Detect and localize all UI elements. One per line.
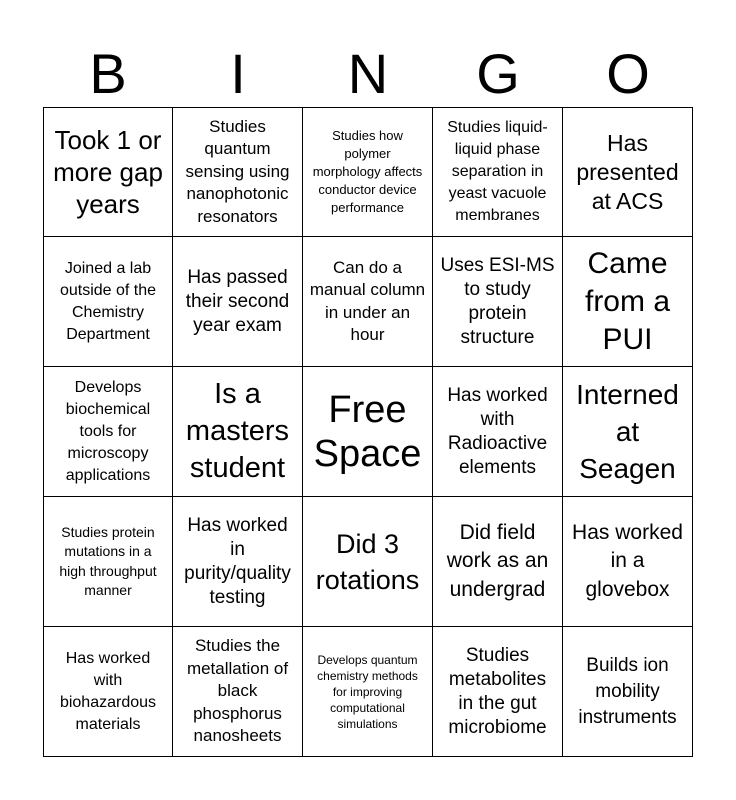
cell-text: Did 3 rotations bbox=[315, 528, 420, 595]
bingo-cell[interactable] bbox=[173, 107, 303, 237]
cell-text: Develops biochemical tools for microscopy applications bbox=[65, 378, 151, 484]
bingo-cell[interactable] bbox=[433, 627, 563, 757]
free-space-cell[interactable] bbox=[303, 367, 433, 497]
cell-text: Develops quantum chemistry methods for improving computational simulations bbox=[317, 652, 418, 731]
bingo-cell[interactable] bbox=[563, 627, 693, 757]
bingo-cell[interactable] bbox=[43, 497, 173, 627]
cell-text: Studies liquid-liquid phase separation in yeast vacuole membranes bbox=[447, 119, 548, 224]
cell-text: Has worked in a glovebox bbox=[572, 520, 683, 601]
bingo-cell[interactable] bbox=[173, 237, 303, 367]
bingo-cell[interactable] bbox=[43, 627, 173, 757]
cell-text: Interned at Seagen bbox=[576, 379, 679, 484]
bingo-cell[interactable] bbox=[563, 497, 693, 627]
cell-text: Studies the metallation of black phosphorus nanosheets bbox=[186, 636, 289, 746]
bingo-cell[interactable] bbox=[43, 107, 173, 237]
cell-text: Joined a lab outside of the Chemistry Department bbox=[59, 259, 157, 343]
cell-text: Studies quantum sensing using nanophotonic resonators bbox=[185, 116, 290, 226]
header-letter-n: N bbox=[347, 42, 389, 105]
cell-text: Has passed their second year exam bbox=[185, 266, 290, 336]
bingo-cell[interactable] bbox=[563, 367, 693, 497]
cell-text: Free Space bbox=[313, 388, 422, 475]
cell-text: Is a masters student bbox=[185, 378, 290, 484]
bingo-cell[interactable] bbox=[563, 237, 693, 367]
cell-text: Studies metabolites in the gut microbiome bbox=[448, 644, 547, 738]
bingo-cell[interactable] bbox=[433, 367, 563, 497]
bingo-cell[interactable] bbox=[303, 627, 433, 757]
bingo-cell[interactable] bbox=[173, 627, 303, 757]
cell-text: Can do a manual column in under an hour bbox=[309, 257, 426, 344]
cell-text: Studies how polymer morphology affects conductor device performance bbox=[312, 128, 423, 215]
cell-text: Uses ESI-MS to study protein structure bbox=[440, 254, 555, 348]
header-letter-g: G bbox=[476, 42, 520, 105]
header-letter-i: I bbox=[230, 42, 246, 105]
bingo-cell[interactable] bbox=[433, 497, 563, 627]
bingo-cell[interactable] bbox=[303, 237, 433, 367]
bingo-cell[interactable] bbox=[173, 367, 303, 497]
cell-text: Has worked with biohazardous materials bbox=[59, 649, 157, 733]
bingo-cell[interactable] bbox=[43, 367, 173, 497]
bingo-cell[interactable] bbox=[303, 107, 433, 237]
bingo-cell[interactable] bbox=[43, 237, 173, 367]
bingo-board bbox=[43, 107, 693, 757]
cell-text: Builds ion mobility instruments bbox=[578, 654, 677, 728]
cell-text: Has worked in purity/quality testing bbox=[184, 514, 291, 608]
cell-text: Came from a PUI bbox=[584, 246, 671, 356]
bingo-cell[interactable] bbox=[173, 497, 303, 627]
bingo-cell[interactable] bbox=[303, 497, 433, 627]
bingo-header bbox=[43, 44, 693, 104]
cell-text: Studies protein mutations in a high throughput manner bbox=[59, 523, 157, 598]
cell-text: Did field work as an undergrad bbox=[446, 520, 549, 601]
bingo-cell[interactable] bbox=[433, 237, 563, 367]
cell-text: Has presented at ACS bbox=[576, 129, 679, 214]
bingo-cell[interactable] bbox=[433, 107, 563, 237]
header-letter-b: B bbox=[89, 42, 127, 105]
cell-text: Took 1 or more gap years bbox=[53, 125, 163, 219]
header-letter-o: O bbox=[606, 42, 650, 105]
bingo-cell[interactable] bbox=[563, 107, 693, 237]
cell-text: Has worked with Radioactive elements bbox=[447, 384, 548, 478]
